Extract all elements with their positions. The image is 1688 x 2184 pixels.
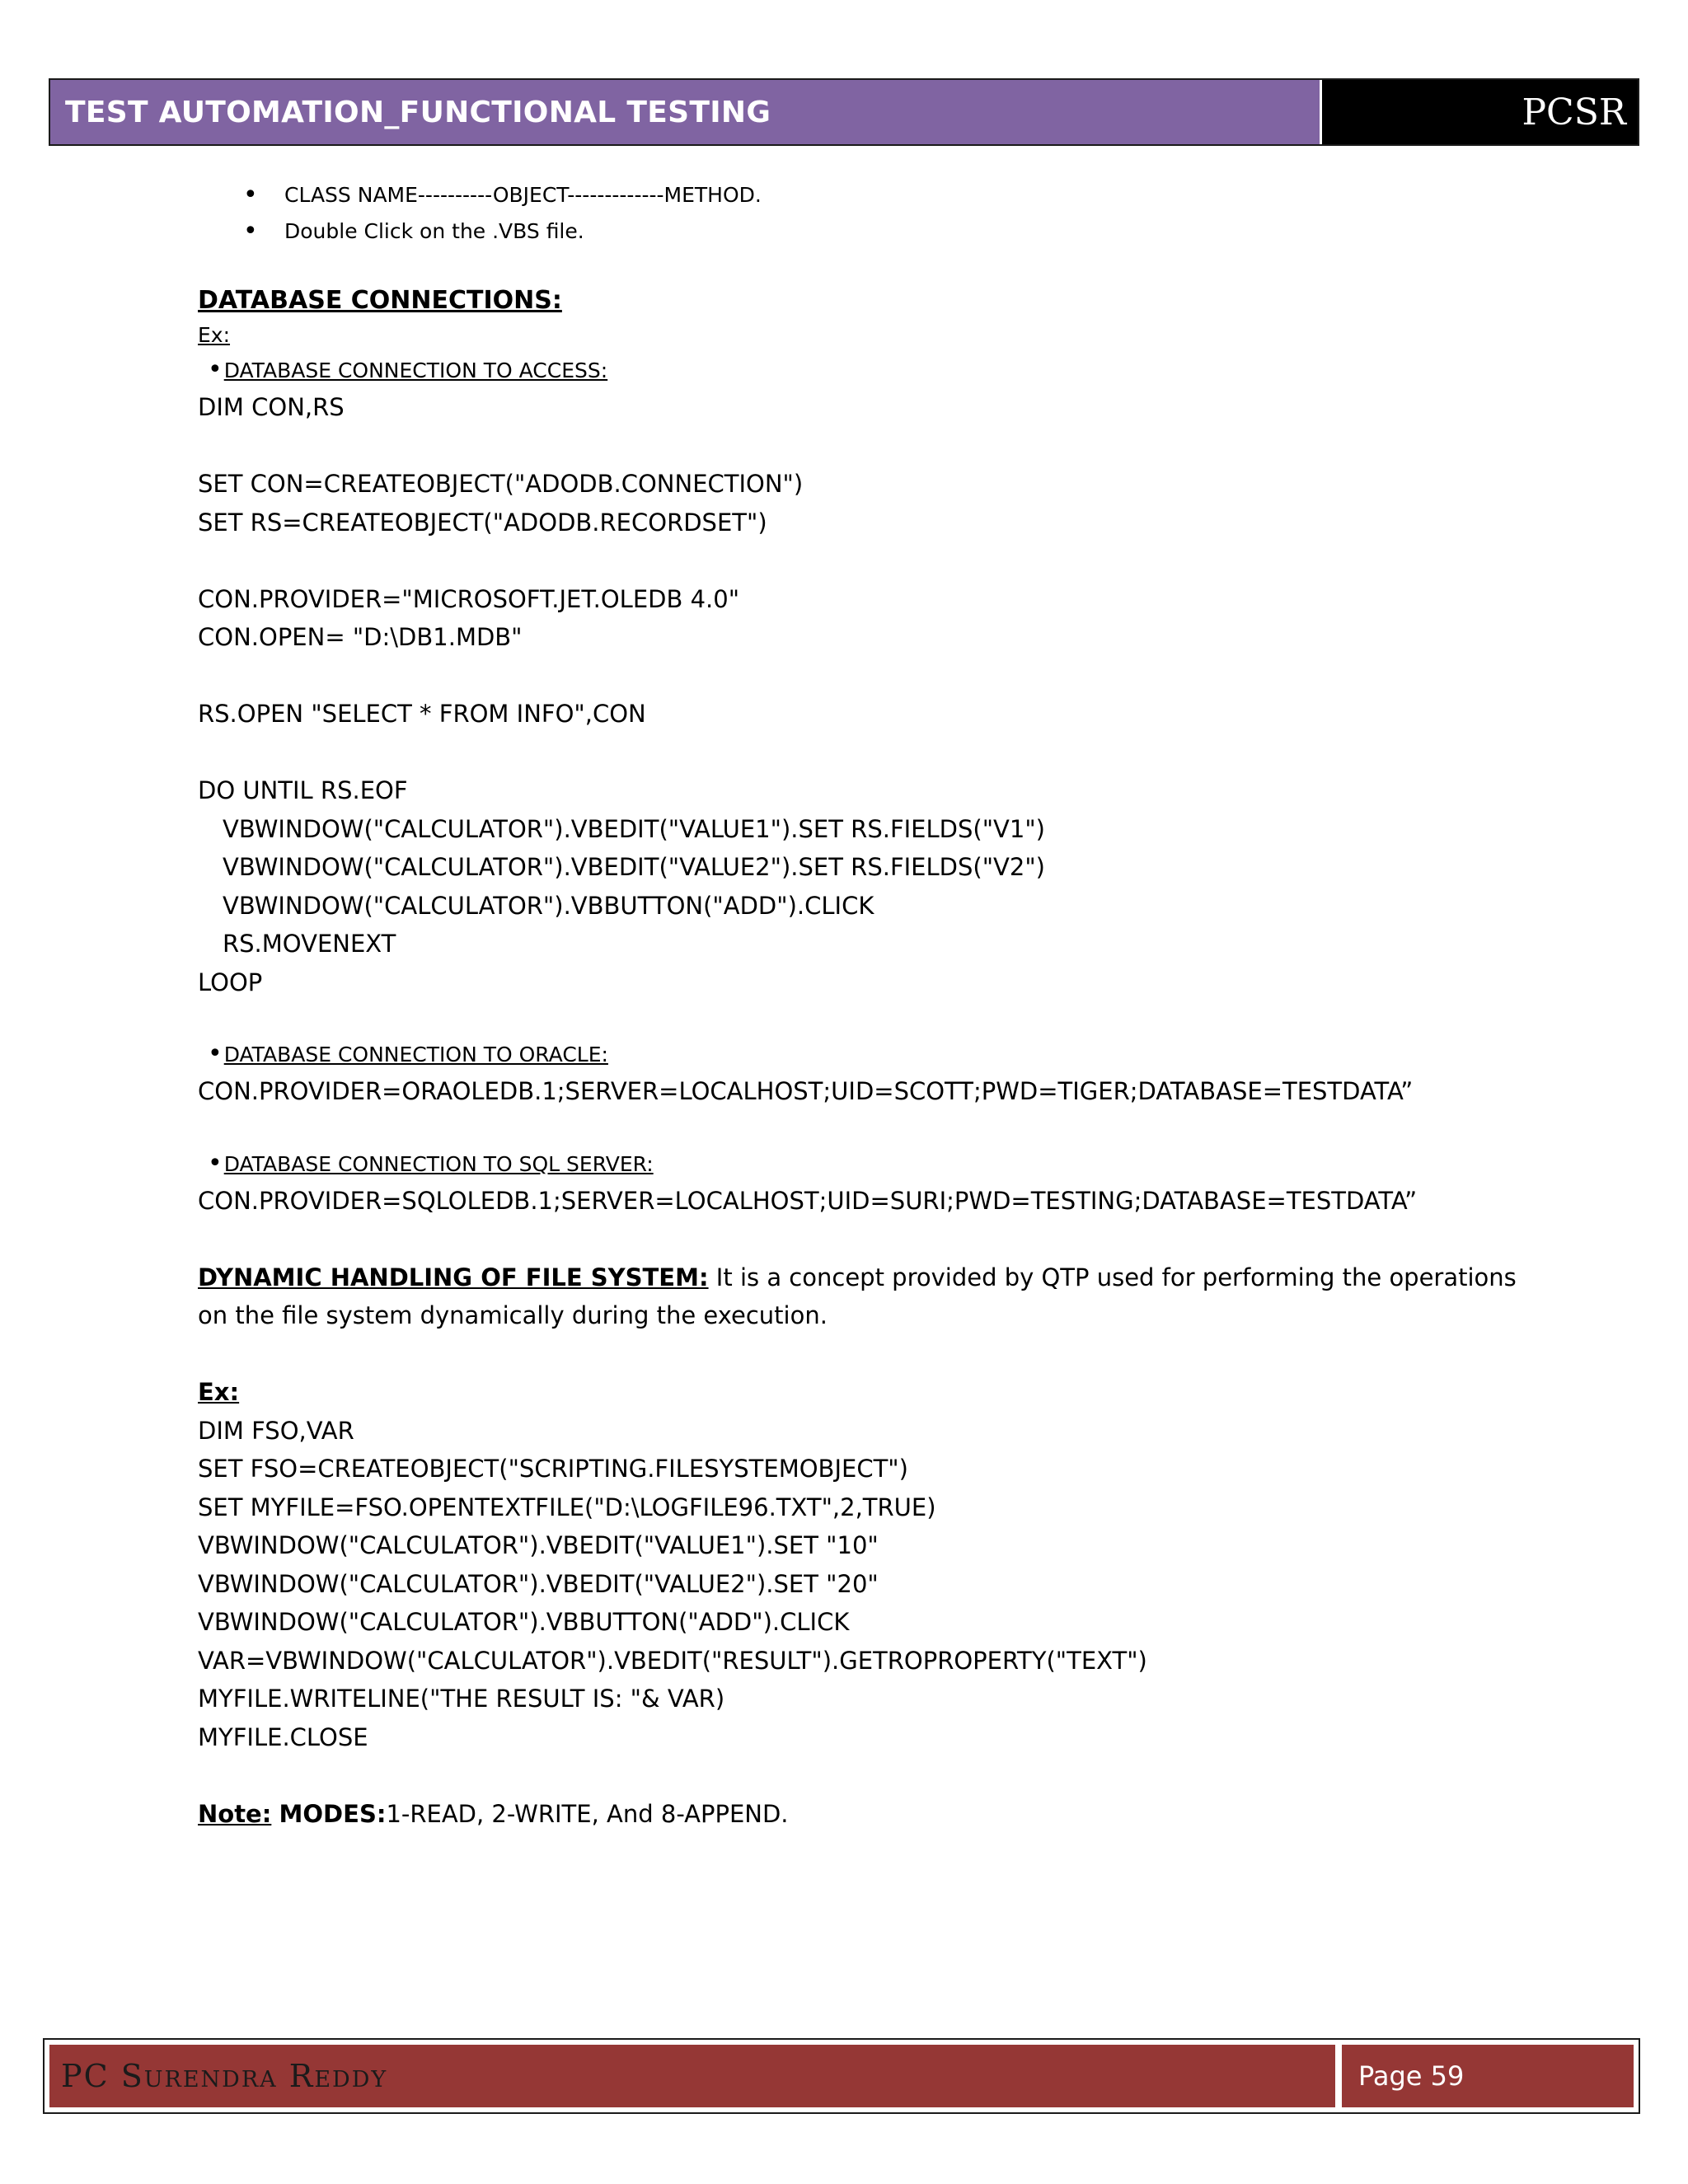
bullet-icon: •: [208, 1148, 223, 1178]
code-line: CON.OPEN= "D:\DB1.MDB": [198, 623, 523, 651]
code-line: VBWINDOW("CALCULATOR").VBEDIT("VALUE2").SET RS.FIELDS("V2"): [223, 853, 1045, 881]
fs-heading: DYNAMIC HANDLING OF FILE SYSTEM:: [198, 1263, 709, 1291]
list-item: • CLASS NAME----------OBJECT-------------METHOD.: [198, 177, 1533, 213]
access-code-block: [198, 388, 1533, 1036]
header-title: TEST AUTOMATION_FUNCTIONAL TESTING: [50, 80, 1320, 144]
code-line: VBWINDOW("CALCULATOR").VBBUTTON("ADD").CLICK: [198, 1608, 850, 1636]
code-blank: [198, 541, 1533, 580]
modes-text: 1-READ, 2-WRITE, And 8-APPEND.: [386, 1799, 789, 1828]
code-line: DIM FSO,VAR: [198, 1416, 354, 1445]
code-line: DIM CON,RS: [198, 393, 345, 421]
code-line: VBWINDOW("CALCULATOR").VBEDIT("VALUE1").SET "10": [198, 1531, 879, 1559]
code-line: DO UNTIL RS.EOF: [198, 776, 408, 804]
code-line: CON.PROVIDER="MICROSOFT.JET.OLEDB 4.0": [198, 584, 740, 613]
bullet-icon: •: [208, 1039, 223, 1068]
page-number: Page 59: [1342, 2045, 1634, 2107]
page-footer: [43, 2038, 1640, 2114]
fs-code-block: [198, 1412, 1533, 1795]
code-line: SET FSO=CREATEOBJECT("SCRIPTING.FILESYSTEMOBJECT"): [198, 1455, 908, 1483]
code-line: RS.OPEN "SELECT * FROM INFO",CON: [198, 700, 646, 728]
list-item: • Double Click on the .VBS file.: [198, 213, 1533, 250]
oracle-code-block: [198, 1072, 1533, 1146]
code-line: VBWINDOW("CALCULATOR").VBBUTTON("ADD").CLICK: [223, 891, 874, 920]
code-blank: [198, 657, 1533, 696]
code-line: SET MYFILE=FSO.OPENTEXTFILE("D:\LOGFILE96.TXT",2,TRUE): [198, 1493, 936, 1521]
code-line: CON.PROVIDER=SQLOLEDB.1;SERVER=LOCALHOST;UID=SURI;PWD=TESTING;DATABASE=TESTDATA”: [198, 1186, 1418, 1215]
modes-label: MODES:: [279, 1799, 387, 1828]
db-ex-label: Ex:: [198, 323, 231, 347]
code-blank: [198, 733, 1533, 772]
code-line: CON.PROVIDER=ORAOLEDB.1;SERVER=LOCALHOST;UID=SCOTT;PWD=TIGER;DATABASE=TESTDATA”: [198, 1077, 1414, 1105]
sql-code-block: [198, 1182, 1533, 1258]
code-line: MYFILE.WRITELINE("THE RESULT IS: "& VAR): [198, 1685, 725, 1713]
code-line: MYFILE.CLOSE: [198, 1722, 368, 1751]
access-subheading: •DATABASE CONNECTION TO ACCESS:: [208, 355, 608, 384]
code-line: SET RS=CREATEOBJECT("ADODB.RECORDSET"): [198, 508, 767, 537]
fs-description: It is a concept provided by QTP used for performing the operations on the file system dynamically during the execution.: [198, 1263, 1517, 1329]
footer-author: PC Surendra Reddy: [49, 2045, 1335, 2107]
code-line: LOOP: [198, 968, 263, 996]
code-blank: [198, 1756, 1533, 1795]
code-blank: [198, 427, 1533, 466]
code-line: VBWINDOW("CALCULATOR").VBEDIT("VALUE2").SET "20": [198, 1569, 879, 1598]
oracle-subheading: •DATABASE CONNECTION TO ORACLE:: [208, 1039, 608, 1068]
code-line: VBWINDOW("CALCULATOR").VBEDIT("VALUE1").SET RS.FIELDS("V1"): [223, 814, 1045, 843]
header-code: PCSR: [1320, 80, 1638, 144]
fs-paragraph: [198, 1258, 1533, 1335]
spacer: [198, 1335, 1533, 1374]
code-blank: [198, 1111, 1533, 1146]
code-line: SET CON=CREATEOBJECT("ADODB.CONNECTION"): [198, 470, 804, 498]
sql-subheading: •DATABASE CONNECTION TO SQL SERVER:: [208, 1148, 654, 1178]
note-paragraph: [198, 1795, 1533, 1834]
db-connections-heading: DATABASE CONNECTIONS:: [198, 286, 562, 315]
page-header: [49, 78, 1639, 146]
code-line: RS.MOVENEXT: [223, 930, 396, 958]
top-bullet-list: [198, 177, 1533, 250]
code-line: VAR=VBWINDOW("CALCULATOR").VBEDIT("RESULT").GETROPROPERTY("TEXT"): [198, 1646, 1147, 1675]
note-label: Note:: [198, 1799, 272, 1828]
code-blank: [198, 1001, 1533, 1036]
fs-ex-label: Ex:: [198, 1378, 240, 1406]
code-blank: [198, 1220, 1533, 1258]
bullet-icon: •: [208, 355, 223, 384]
page-content: [198, 177, 1533, 1833]
